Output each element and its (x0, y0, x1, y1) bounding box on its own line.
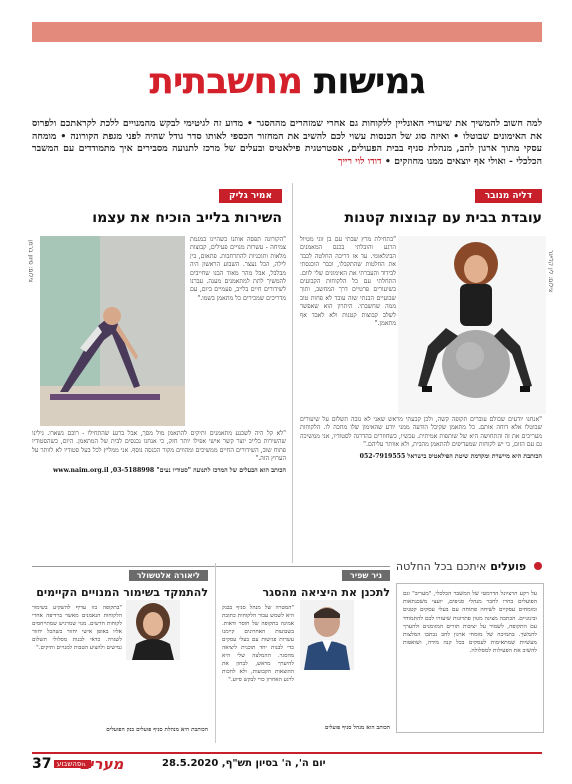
mini-left-title: להתמקד בשימור המנויים הקיימים (36, 586, 208, 599)
lead-text: למה חשוב להמשיך את שיעורי האונליין ללקוחות גם אחרי שמזהרים מההסגר • מדוע זה לגיטימי לבקש מהמנויים ללכת לקראתכם ולפרוס את האימונים שבוטלו • ואיזה סוג של הכנסות עשוי לכם להשיב את המחזור הכספי לאותו סדר גודל שהיה לפני מגפת הקורונה • מומחה עסקי מתוך ארגון להב, מנהלת סניף בבית הפעולים, אסטרטגית פילאטיס ובעלים של מרכז לתנועה מסבירים איך מתמודדים עם המשבר הכלכלי - ואולי אף יוצאים ממנו מחוזקים • (32, 118, 542, 167)
article-left-text-2 (32, 430, 286, 475)
article-right (300, 183, 542, 227)
article-left-contact: הכותב הוא הבעלים של המרכז לתנועה "סטודיו נעים" 03-5188998, www.naim.org.il (52, 466, 286, 474)
lead-paragraph (32, 118, 542, 168)
article-left-text-1: "הקורונה תפסה אותנו כשהיינו במגמת צמיחה - עשרות מנויים פעילים, קבוצות מלאות ותוכניות להתרחבות. פתאום, בין לילה, הכל נעצר. השבוע הראשון היה מבלבל, אבל מהר מאוד הבנו שחייבים להמשיך לתת למתאמנים מענה. עברנו לשידורים חיים בלייב, פעמיים ביום, עם מדריכים שמכירים כל מתאמן בשמו." (190, 236, 286, 302)
portrait-photo-mini-right (300, 600, 354, 670)
mini-column-divider (215, 563, 216, 743)
portrait-photo-mini-left (126, 600, 180, 660)
footer-logo-sub: סופהשבוע (54, 760, 91, 768)
headline-part-a: מחשבתית (149, 61, 303, 102)
author-tag-right: דליה מנובר (475, 189, 542, 203)
article-right-text-2-body: "אנחנו יודעים שכולם עוברים תקופה קשה, ולכן קבעתי מראש שאני לא גובה תשלום על שיעורים שבוטלו אלא דוחה אותם. כל מתאמן שקיבל הודעה ממני יודע שהאימון שלו מחכה לו. הלקוחות מעריכים את זה והתחושה היא של שותפות אמיתית. עכשיו, כשחוזרים בהדרגה לסטודיו, אני ממשיכה גם עם הזום, כי יש לקוחות שמעדיפים להתאמן מהבית, ולא אוותר עליהם." (300, 416, 542, 449)
mini-article-left (32, 563, 208, 600)
article-left-text-2-body: "לא קל היה לשכנע מתאמנים ותיקים להתאמן מול מסך, אבל ברגע שהתחילו - רובם נשארו. גילינו שהשירות בלייב יוצר קשר אישי אפילו יותר חזק, כי אנחנו נכנסים לבית של המתאמן. היום, כשהסטודיו פתוח שוב, השידורים החיים ממשיכים ומהווים מקור הכנסה נוסף. אני ממליץ לכל בעל סטודיו לא לוותר על הערוץ הזה." (32, 430, 286, 463)
article-right-contact: הכותבת היא מיישרת ומקדמת שיטת הפילאטיס בישראל 052-7919555 (359, 452, 542, 460)
portrait-photo-right (398, 236, 546, 414)
mini-right-title: לתכנן את היציאה מהסגר (262, 586, 390, 599)
mini-left-contact: הכותבת היא מנהלת סניף פועלים בנק הפועלים (106, 727, 208, 733)
article-right-title: עובדת בבית עם קבוצות קטנות (344, 210, 542, 226)
headline-part-b: גמישות (313, 61, 425, 102)
mini-article-right (222, 563, 390, 600)
page-footer (32, 752, 542, 772)
lead-byline: דודו לוי רייך (337, 155, 382, 167)
section-label-thin: איתכם בכל החלטה (395, 560, 487, 573)
photo-credit-right: צילום: לין קליינר (547, 250, 554, 293)
author-tag-mini-right: ניר שפיר (342, 570, 390, 581)
section-label-bold: פועלים (490, 560, 527, 573)
author-tag-mini-left: ליאורה אלטשולר (129, 570, 208, 581)
mini-right-contact: הכותב הוא מנהל סניף פועלים (324, 725, 390, 731)
article-right-text-2 (300, 416, 542, 461)
photo-credit-left: צילום: סיוון ברמן (27, 240, 34, 283)
info-box: על רקע הרציונל הדרמטי של המשבר הכלכלי, "מעריב" וגם הפועלים בחרו לחבר מנהלי סניפים, יועצי משכנתאות ומומחים עסקיים לשיחה פתוחה עם בעלי עסקים קטנים ובינוניים. הכתבה מציגה מגוון פתרונות שיעזרו לכם להתמודד עם התקופה, לשמור על יציבות תזרים המזומנים ולהערך להמשך. בתמיכה של מומחי ארגון להב נכתבו המלצות מעשיות שמתאימות לעסקים בכל קנה מידה, ושואפות להשיב את הפעילות למסלולה. (396, 583, 544, 733)
article-right-text-1: "בתחילת מרץ שבתי עם בן זוגי מטיול הרגע והובלתי בכנס המאמנים הבינלאומי. עד אז דריכה החלטה לכבד את החלטות שהתקבלו, וכבר הוכנסתי לבידוד והעברתי את האימונים שלי לזום. התחלתי עם כל הלקוחות הקבועים בשיעורים פרטיים דרך המחשב, ותוך שבועיים הבנתי שזה עובד לא פחות טוב ממה שחשבתי. היתרון הוא שאפשר לשלב קבוצות קטנות ולא לאבד אף מתאמן." (300, 236, 396, 328)
page-headline (32, 62, 542, 102)
yoga-photo-left (40, 236, 185, 426)
author-tag-left: אמיר גליק (219, 189, 282, 203)
publication-logo: מעריב (80, 755, 124, 773)
section-label (390, 560, 542, 573)
page-number: 37 (32, 756, 52, 772)
top-color-bar (32, 22, 542, 42)
article-left (32, 183, 282, 227)
mini-right-text: "המטרה של מנהל סניף בבנק היא לשמש עבור הלקוחות כתובת אמינה בתקופה של חוסר ודאות. בשבועות האחרונים קיימנו עשרות פגישות עם בעלי עסקים כדי לבנות יחד תוכנית ליציאה מהסגר. ההמלצה שלי היא להיערך מראש, לבחון את ההוצאות הקבועות, ולא לחכות לרגע האחרון כדי לבקש סיוע." (222, 605, 294, 683)
column-divider (292, 183, 293, 563)
bullet-icon (534, 562, 542, 570)
article-left-title: השירות בלייב הוכיח את עצמו (92, 210, 282, 226)
mini-left-text: "בתקופה כזו עדיף להשקיע בשימור הלקוחות הנאמנים מאשר ברדיפה אחרי לקוחות חדשים. מנוי שמרגיש שמתייחסים אליו באופן אישי יחזור כשהכל יחזור לשגרה. כדאי לבנות מסלולי תשלום גמישים ולהציע הטבות למנויים ותיקים." (32, 605, 122, 651)
issue-date: יום ה', ה' בסיון תש"ף, 28.5.2020 (162, 758, 326, 769)
